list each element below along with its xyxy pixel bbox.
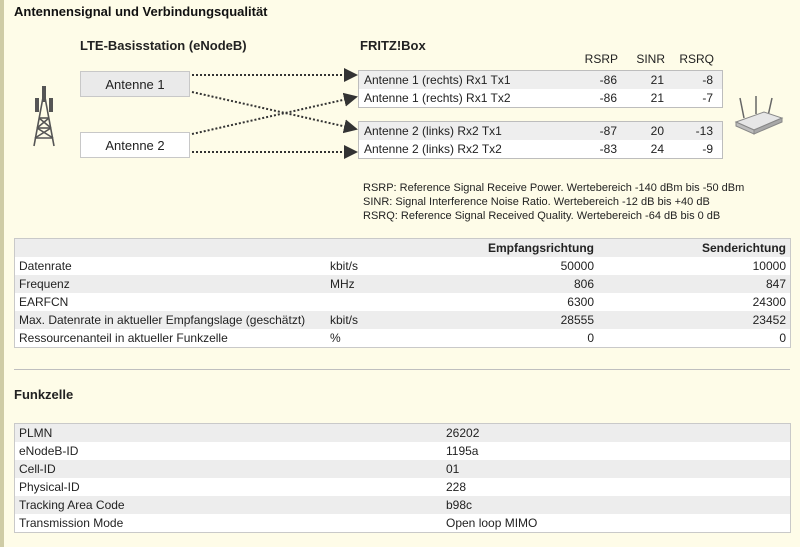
col-header-sinr: SINR bbox=[636, 52, 665, 66]
funkzelle-table bbox=[14, 423, 791, 533]
cell-value: Open loop MIMO bbox=[446, 516, 538, 530]
rsrq-value: -7 bbox=[702, 91, 713, 105]
table-row bbox=[15, 275, 790, 293]
table-row bbox=[15, 311, 790, 329]
table-row bbox=[15, 424, 790, 442]
row-tx-value: 10000 bbox=[752, 259, 786, 273]
row-label: EARFCN bbox=[19, 295, 69, 309]
sinr-value: 21 bbox=[650, 91, 664, 105]
row-tx-value: 24300 bbox=[752, 295, 786, 309]
signal-legend bbox=[363, 181, 744, 223]
table-row bbox=[15, 442, 790, 460]
signal-row-name: Antenne 1 (rechts) Rx1 Tx1 bbox=[364, 73, 511, 87]
cell-key: Transmission Mode bbox=[19, 516, 124, 530]
table-row bbox=[15, 460, 790, 478]
row-rx-value: 806 bbox=[573, 277, 594, 291]
row-label: Datenrate bbox=[19, 259, 72, 273]
section-divider bbox=[14, 369, 790, 370]
rsrq-value: -8 bbox=[702, 73, 713, 87]
table-row bbox=[15, 514, 790, 532]
sinr-value: 24 bbox=[650, 142, 664, 156]
rsrp-value: -86 bbox=[599, 91, 617, 105]
row-unit: kbit/s bbox=[330, 313, 359, 327]
signal-row-name: Antenne 2 (links) Rx2 Tx2 bbox=[364, 142, 502, 156]
row-rx-value: 0 bbox=[587, 331, 594, 345]
cell-key: eNodeB-ID bbox=[19, 444, 79, 458]
cell-value: 01 bbox=[446, 462, 460, 476]
cell-key: Cell-ID bbox=[19, 462, 56, 476]
row-label: Ressourcenanteil in aktueller Funkzelle bbox=[19, 331, 228, 345]
col-header-rsrq: RSRQ bbox=[679, 52, 714, 66]
col-header-rsrp: RSRP bbox=[584, 52, 618, 66]
table-row bbox=[15, 496, 790, 514]
rsrp-value: -83 bbox=[599, 142, 617, 156]
signal-row bbox=[359, 122, 722, 140]
section-title: Antennensignal und Verbindungsqualität bbox=[14, 4, 268, 19]
table-row bbox=[15, 293, 790, 311]
fritzbox-title: FRITZ!Box bbox=[360, 38, 426, 53]
link-a1-r2t1 bbox=[192, 92, 356, 129]
station-antenna-2: Antenne 2 bbox=[80, 132, 190, 158]
row-label: Frequenz bbox=[19, 277, 70, 291]
row-label: Max. Datenrate in aktueller Empfangslage (geschätzt) bbox=[19, 313, 306, 327]
rsrq-value: -9 bbox=[702, 142, 713, 156]
station-title: LTE-Basisstation (eNodeB) bbox=[80, 38, 247, 53]
fritzbox-antenna-1-table bbox=[358, 70, 723, 108]
cell-value: 1195a bbox=[446, 444, 479, 458]
signal-row-name: Antenne 2 (links) Rx2 Tx1 bbox=[364, 124, 502, 138]
row-unit: MHz bbox=[330, 277, 355, 291]
header-senderichtung: Senderichtung bbox=[701, 241, 786, 255]
rsrp-value: -87 bbox=[599, 124, 617, 138]
rsrq-value: -13 bbox=[695, 124, 713, 138]
row-tx-value: 0 bbox=[779, 331, 786, 345]
cell-key: Physical-ID bbox=[19, 480, 80, 494]
cell-value: 26202 bbox=[446, 426, 480, 440]
cell-key: PLMN bbox=[19, 426, 53, 440]
table-header-row bbox=[15, 239, 790, 257]
cell-value: b98c bbox=[446, 498, 473, 512]
cell-value: 228 bbox=[446, 480, 467, 494]
station-antenna-1: Antenne 1 bbox=[80, 71, 190, 97]
table-row bbox=[15, 257, 790, 275]
row-unit: kbit/s bbox=[330, 259, 359, 273]
signal-row bbox=[359, 89, 722, 107]
legend-rsrq: RSRQ: Reference Signal Received Quality. Wertebereich -64 dB bis 0 dB bbox=[363, 210, 721, 222]
header-empfangsrichtung: Empfangsrichtung bbox=[487, 241, 594, 255]
cell-key: Tracking Area Code bbox=[19, 498, 125, 512]
legend-rsrp: RSRP: Reference Signal Receive Power. Wertebereich -140 dBm bis -50 dBm bbox=[363, 182, 745, 194]
legend-sinr: SINR: Signal Interference Noise Ratio. Wertebereich -12 dB bis +40 dB bbox=[363, 196, 710, 208]
row-tx-value: 23452 bbox=[752, 313, 786, 327]
connection-data-table bbox=[14, 238, 791, 348]
table-row bbox=[15, 478, 790, 496]
rsrp-value: -86 bbox=[599, 73, 617, 87]
table-row bbox=[15, 329, 790, 347]
row-rx-value: 50000 bbox=[560, 259, 594, 273]
row-tx-value: 847 bbox=[765, 277, 786, 291]
signal-row-name: Antenne 1 (rechts) Rx1 Tx2 bbox=[364, 91, 511, 105]
row-rx-value: 28555 bbox=[560, 313, 594, 327]
sinr-value: 21 bbox=[650, 73, 664, 87]
signal-row bbox=[359, 140, 722, 158]
signal-row bbox=[359, 71, 722, 89]
fritzbox-antenna-2-table bbox=[358, 121, 723, 159]
link-a2-r1t2 bbox=[192, 97, 356, 134]
row-rx-value: 6300 bbox=[567, 295, 594, 309]
funkzelle-title: Funkzelle bbox=[14, 387, 74, 402]
row-unit: % bbox=[330, 331, 341, 345]
sinr-value: 20 bbox=[650, 124, 664, 138]
